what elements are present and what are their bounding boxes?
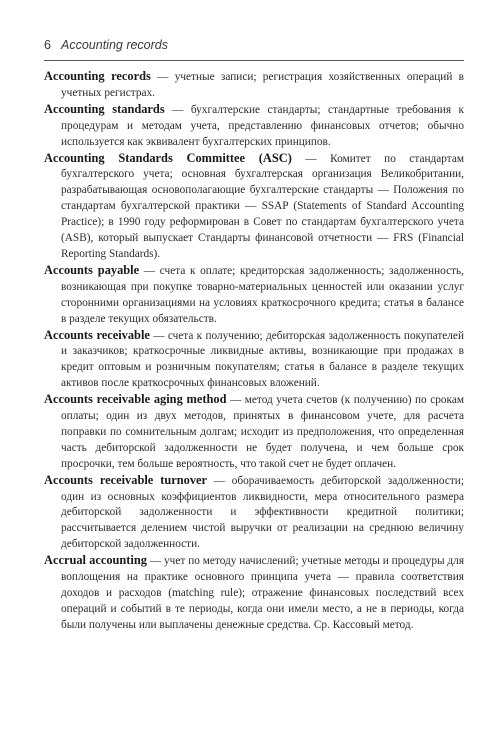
entry-separator: — <box>149 555 162 568</box>
entry-term: Accounts receivable aging method <box>44 392 227 407</box>
glossary-entry <box>44 102 464 151</box>
entry-term: Accounting Standards Committee (ASC) <box>44 150 292 165</box>
glossary-entries <box>44 69 464 634</box>
glossary-entry <box>44 328 464 393</box>
glossary-entry <box>44 263 464 328</box>
entry-term: Accounts payable <box>44 262 140 277</box>
entry-definition: счета к оплате; кредиторская задолженность; задолженность, возникающая при покупке товарно-материальных ценностей или оказании услуг сторонними организациями на условиях краткосрочного кредита; статья в балансе в разделе текущих обязательств. <box>61 264 464 325</box>
entry-term: Accounting standards <box>44 101 165 116</box>
glossary-entry <box>44 69 464 102</box>
glossary-entry <box>44 553 464 634</box>
entry-definition: Комитет по стандартам бухгалтерского учета; основная бухгалтерская организация Великобритании, разрабатывающая основополагающие бухгалтерские стандарты — Положения по стандартам бухгалтерской практики — SSAP (Statements of Standard Accounting Practice); в 1990 году реформирован в Совет по стандартам бухгалтерского учета (ASB), который выпускает Стандарты финансовой отчетности — FRS (Financial Reporting Standards). <box>61 152 465 260</box>
running-head: Accounting records <box>61 38 169 52</box>
header-rule <box>44 60 464 61</box>
entry-term: Accounts receivable turnover <box>44 472 208 487</box>
entry-separator: — <box>172 103 184 116</box>
entry-definition: счета к получению; дебиторская задолженность покупателей и заказчиков; краткосрочные ликвидные активы, возникающие при продажах в кредит оптовым и розничным покупателям; статья в балансе в разделе текущих активов после краткосрочных финансовых вложений. <box>61 329 464 390</box>
entry-definition: учетные записи; регистрация хозяйственных операций в учетных регистрах. <box>61 71 464 99</box>
entry-definition: метод учета счетов (к получению) по срокам оплаты; один из двух методов, принятых в финансовом учете, для расчета поправки по сомнительным долгам; исходит из предположения, что определенная часть дебиторской задолженности не будет получена, и чем больше срок просрочки, тем больше вероятность, что такой счет не будет оплачен. <box>61 394 464 470</box>
entry-term: Accounting records <box>44 69 151 83</box>
entry-separator: — <box>229 394 242 407</box>
entry-separator: — <box>157 71 169 83</box>
entry-definition: оборачиваемость дебиторской задолженности; один из основных коэффициентов ликвидности, мера относительного размера дебиторской задолженности и эффективности кредитной политики; рассчитывается делением чистой выручки от реализации на среднюю величину дебиторской задолженности. <box>61 474 464 551</box>
entry-definition: учет по методу начислений; учетные методы и процедуры для воплощения на практике основного принципа учета — правила соответствия доходов и расходов (matching rule); отражение финансовых последствий всех операций и событий в те периоды, когда они имели место, а не в периоды, когда были получены или выплачены денежные средства. Ср. Кассовый метод. <box>61 555 465 631</box>
glossary-entry <box>44 473 464 554</box>
page-number: 6 <box>44 38 51 52</box>
glossary-entry <box>44 151 464 263</box>
page-header <box>44 38 464 60</box>
entry-term: Accrual accounting <box>44 553 147 568</box>
entry-term: Accounts receivable <box>44 327 150 342</box>
entry-separator: — <box>305 152 317 165</box>
entry-separator: — <box>213 474 226 487</box>
entry-separator: — <box>143 264 156 277</box>
entry-separator: — <box>153 329 165 342</box>
glossary-entry <box>44 392 464 473</box>
entry-definition: бухгалтерские стандарты; стандартные требования к процедурам и методам учета, представлению финансовых отчетов; обычно используется как эквивалент бухгалтерских принципов. <box>61 103 464 148</box>
